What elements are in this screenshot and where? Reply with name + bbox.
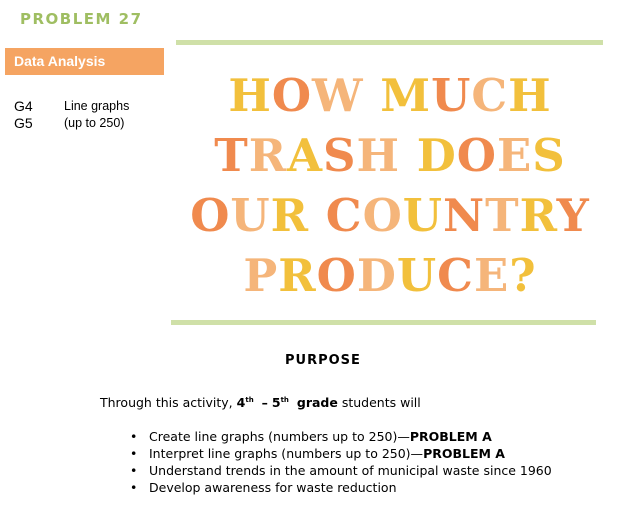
title-letter: C xyxy=(325,189,363,242)
title-letter: P xyxy=(243,249,279,302)
title-letter: T xyxy=(485,189,520,242)
objective-item xyxy=(130,462,552,479)
grade-word: grade xyxy=(296,395,338,410)
objective-text: Develop awareness for waste reduction xyxy=(149,480,397,495)
title-line xyxy=(170,186,610,246)
purpose-intro xyxy=(100,395,421,410)
grade-topic: (up to 250) xyxy=(64,116,125,130)
title-letter: Y xyxy=(556,189,590,242)
grade-list xyxy=(14,98,129,132)
grade-end-suffix: th xyxy=(280,395,289,404)
title-letter: R xyxy=(278,249,317,302)
title-letter: U xyxy=(431,69,472,122)
title-line xyxy=(170,126,610,186)
title-letter: H xyxy=(356,129,401,182)
objective-item xyxy=(130,445,552,462)
title-bottom-rule xyxy=(171,320,596,325)
title-letter: U xyxy=(230,189,271,242)
title-letter: H xyxy=(508,69,552,122)
grade-start-suffix: th xyxy=(245,395,254,404)
title-letter: O xyxy=(362,189,403,242)
title-letter xyxy=(400,129,417,182)
intro-prefix: Through this activity, xyxy=(100,395,233,410)
title-letter: ? xyxy=(509,249,537,302)
grade-level: G5 xyxy=(14,115,33,131)
bullet-icon: • xyxy=(130,480,138,495)
title-letter: W xyxy=(312,69,364,122)
title-letter: R xyxy=(519,189,557,242)
objective-emphasis: PROBLEM A xyxy=(423,446,505,461)
title-letter: T xyxy=(214,129,249,182)
objective-text: Interpret line graphs (numbers up to 250)— xyxy=(149,446,424,461)
title-letter: O xyxy=(316,249,357,302)
title-letter: R xyxy=(270,189,310,242)
bullet-icon: • xyxy=(130,429,138,444)
objective-item xyxy=(130,428,552,445)
title-letter: S xyxy=(532,129,566,182)
title-letter: R xyxy=(248,129,288,182)
title-letter: H xyxy=(228,69,272,122)
title-letter: O xyxy=(456,129,497,182)
purpose-heading: PURPOSE xyxy=(285,353,361,368)
grade-end: 5 xyxy=(271,395,281,410)
intro-suffix: students will xyxy=(341,395,421,410)
title-letter xyxy=(364,69,381,122)
grade-range-dash: – xyxy=(261,395,268,410)
objective-list xyxy=(130,428,552,496)
title-line xyxy=(170,66,610,126)
objective-text: Create line graphs (numbers up to 250)— xyxy=(149,429,410,444)
bullet-icon: • xyxy=(130,463,138,478)
grade-level: G4 xyxy=(14,98,33,114)
title-line xyxy=(170,246,610,306)
objective-item xyxy=(130,479,552,496)
title-letter: D xyxy=(356,249,397,302)
page-title xyxy=(170,66,610,306)
objective-emphasis: PROBLEM A xyxy=(409,429,492,444)
bullet-icon: • xyxy=(130,446,138,461)
title-letter: D xyxy=(416,129,457,182)
title-letter: S xyxy=(323,129,357,182)
title-letter: E xyxy=(473,249,510,302)
title-letter xyxy=(309,189,326,242)
grade-start: 4 xyxy=(236,395,246,410)
title-top-rule xyxy=(176,40,603,45)
title-letter: M xyxy=(380,69,432,122)
title-letter: U xyxy=(402,189,444,242)
title-letter: A xyxy=(287,129,324,182)
category-badge: Data Analysis xyxy=(5,48,164,75)
problem-label: PROBLEM 27 xyxy=(20,10,143,28)
title-letter: N xyxy=(443,189,486,242)
title-letter: U xyxy=(396,249,438,302)
grade-topic: Line graphs xyxy=(64,99,130,113)
title-letter: E xyxy=(496,129,533,182)
title-letter: O xyxy=(190,189,231,242)
title-letter: C xyxy=(471,69,509,122)
title-letter: O xyxy=(271,69,313,122)
grade-row xyxy=(14,98,129,115)
title-letter: C xyxy=(437,249,474,302)
objective-text: Understand trends in the amount of municipal waste since 1960 xyxy=(149,463,552,478)
grade-row xyxy=(14,115,129,132)
